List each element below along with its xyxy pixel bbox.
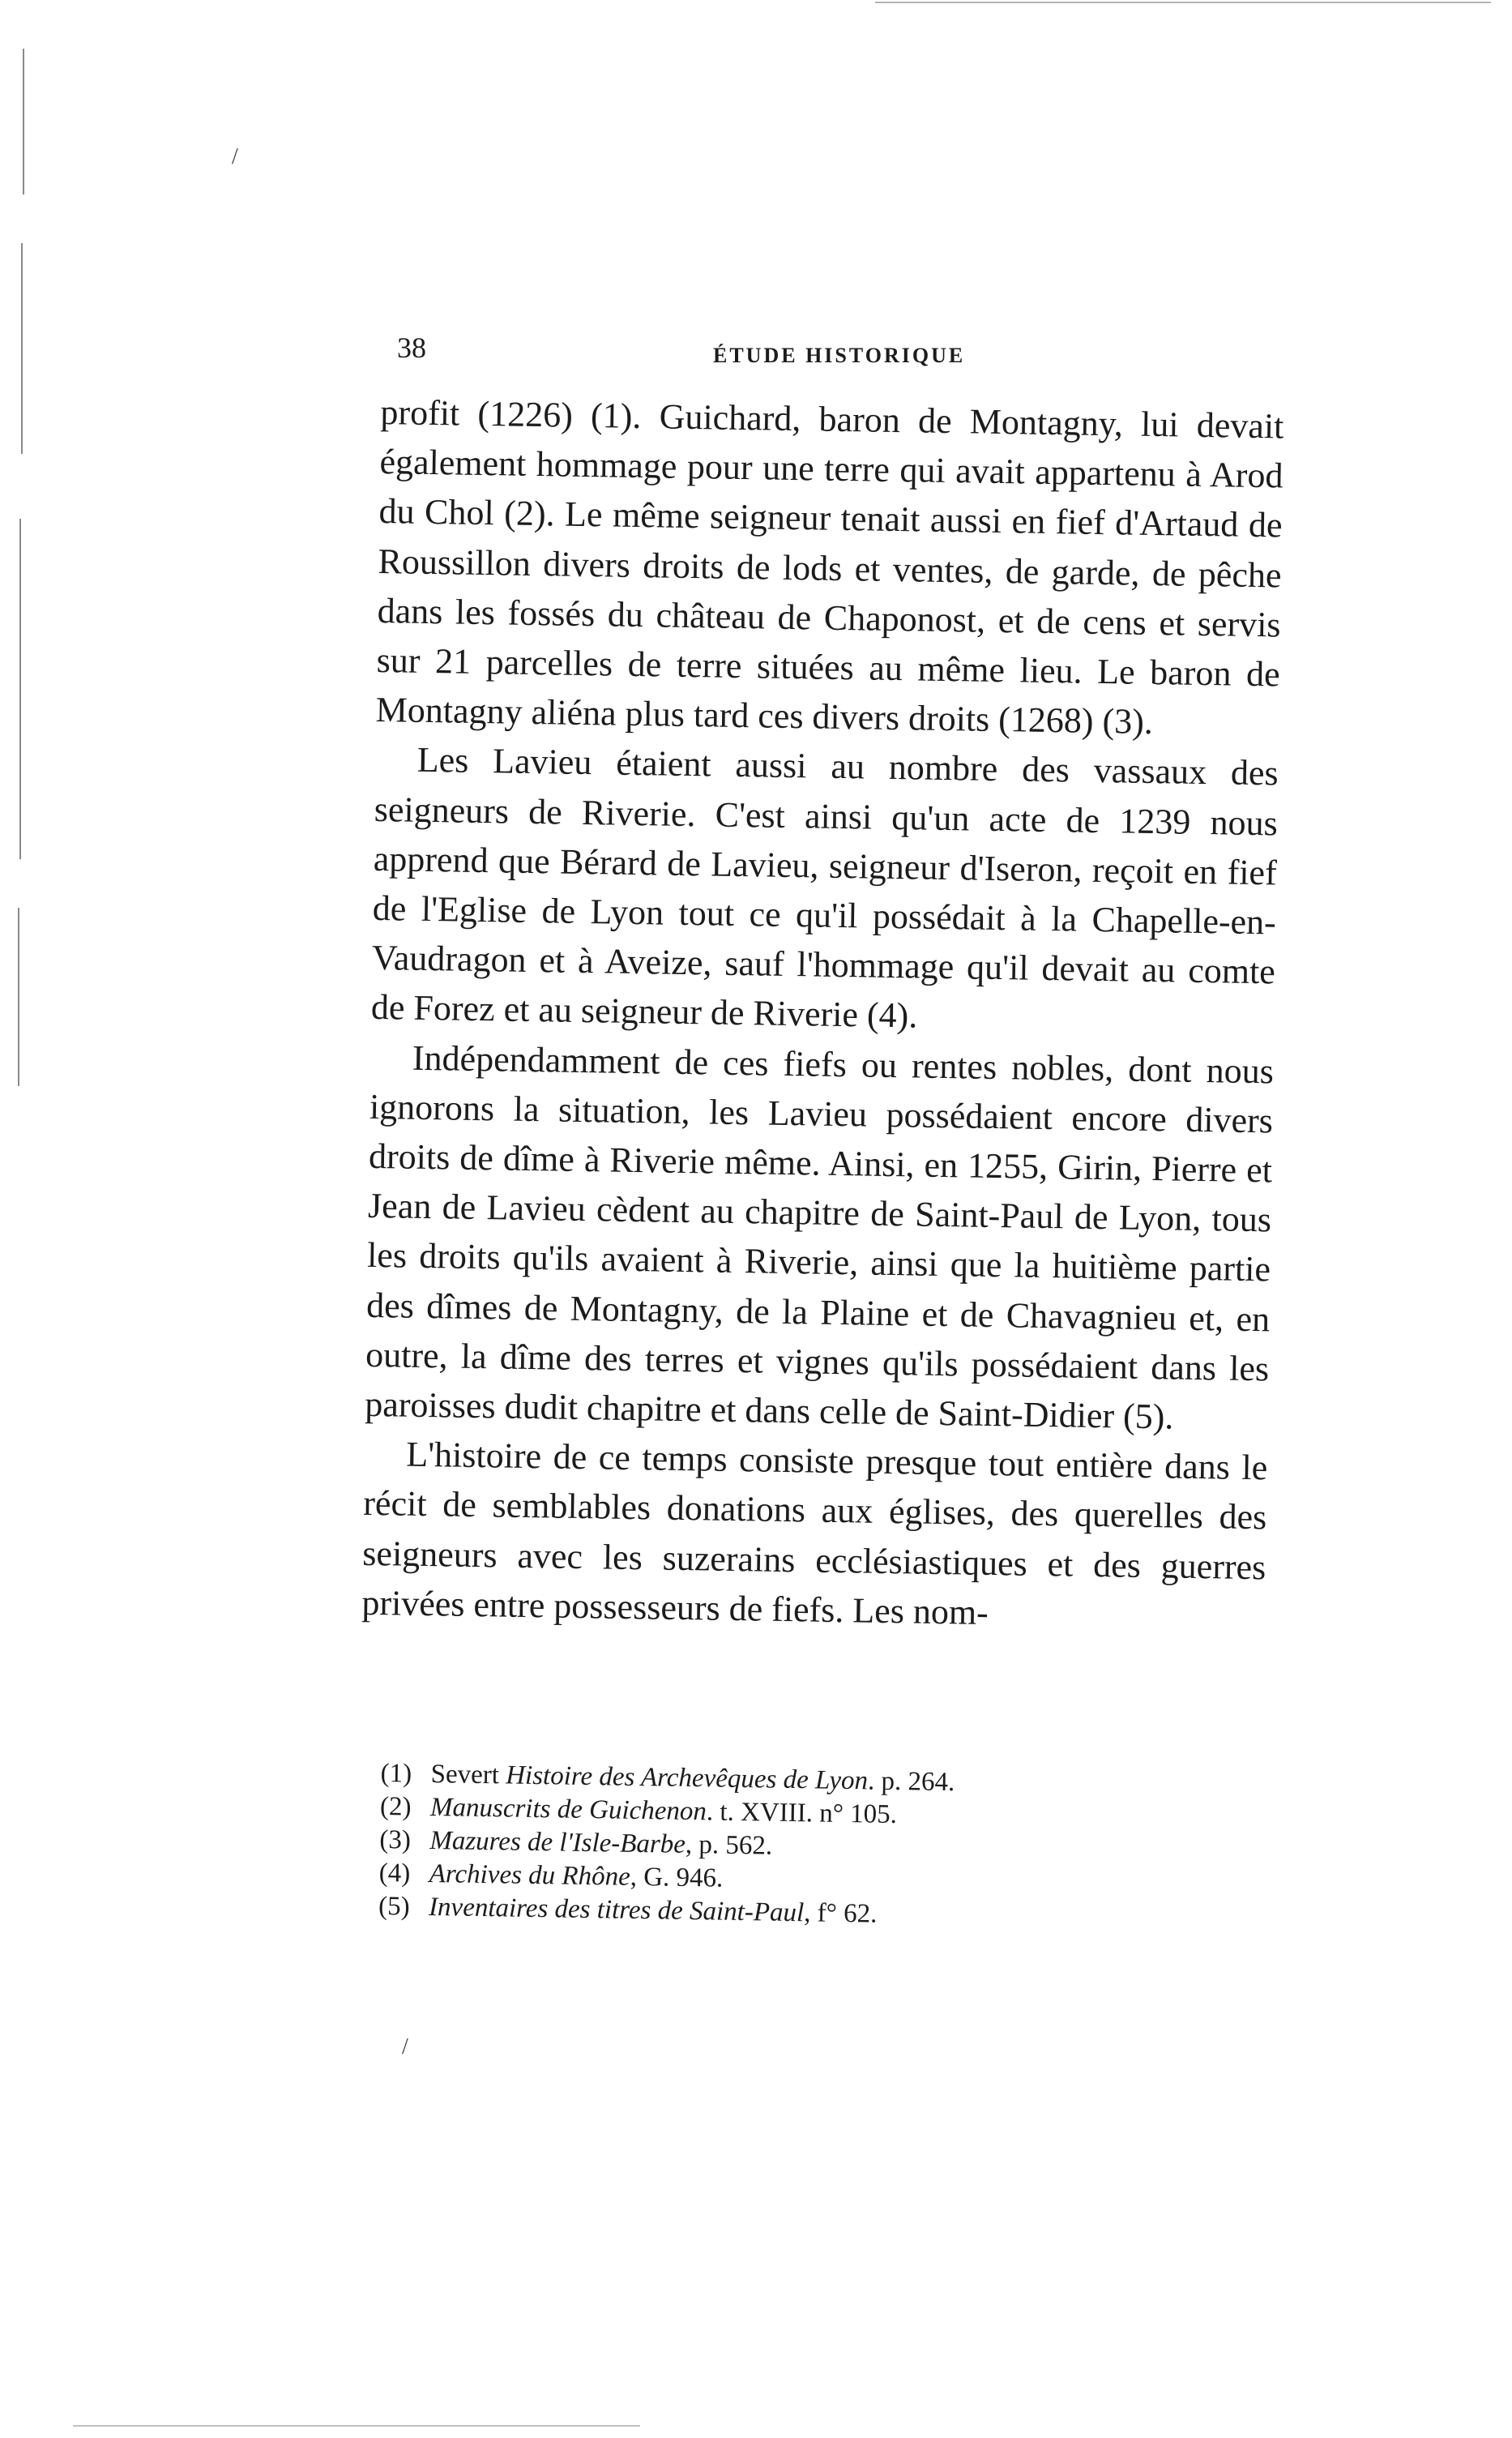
footnote-mark: (4) (378, 1858, 411, 1888)
footnote-title: Manuscrits de Guichenon (429, 1792, 707, 1827)
scan-edge-mark (18, 908, 19, 1086)
stray-ink-mark: / (402, 2034, 408, 2059)
paragraph: L'histoire de ce temps consiste presque tout entière dans le récit de semblables donations aux églises, des querelles des seigneurs avec les suzerains ecclésiastiques et des guerres privées entre possesseurs de fiefs. Les nom- (361, 1434, 1268, 1632)
running-head: ÉTUDE HISTORIQUE (713, 344, 966, 367)
page-header (397, 331, 1296, 379)
footnote-suffix: , p. 562. (685, 1829, 773, 1861)
scan-edge-mark (21, 243, 23, 454)
scan-edge-mark (19, 519, 21, 859)
scan-edge-mark (23, 49, 24, 195)
footnote-prefix: Severt (430, 1759, 506, 1790)
footnote-title: Archives du Rhône (429, 1858, 631, 1892)
page-number: 38 (397, 331, 426, 364)
paragraph: profit (1226) (1). Guichard, baron de Montagny, lui devait également hommage pour une terre qui avait appartenu à Arod du Chol (2). Le même seigneur tenait aussi en fief d'Artaud de Roussillon divers droits de lods et ventes, de garde, de pêche dans les fossés du château de Chaponost, et de cens et servis sur 21 parcelles de terre situées au même lieu. Le baron de Montagny aliéna plus tard ces divers droits (1268) (3). (375, 391, 1284, 742)
footnote-mark: (3) (379, 1824, 412, 1855)
paragraph: Les Lavieu étaient aussi au nombre des vassaux des seigneurs de Riverie. C'est ainsi qu'un acte de 1239 nous apprend que Bérard de Lavieu, seigneur d'Iseron, reçoit en fief de l'Eglise de Lyon tout ce qu'il possédait à la Chapelle-en-Vaudragon et à Aveize, sauf l'hommage qu'il devait au comte de Forez et au seigneur de Riverie (4). (370, 740, 1279, 1036)
footnote-title: Inventaires des titres de Saint-Paul (428, 1892, 805, 1928)
footnote-title: Mazures de l'Isle-Barbe (429, 1825, 686, 1859)
footnotes (378, 1757, 1256, 1937)
scan-edge-mark (875, 2, 1491, 3)
footnote-suffix: , f° 62. (803, 1898, 878, 1929)
footnote-suffix: , G. 946. (630, 1862, 724, 1893)
paragraph: Indépendamment de ces fiefs ou rentes nobles, dont nous ignorons la situation, les Lavieu possédaient encore divers droits de dîme à Riverie même. Ainsi, en 1255, Girin, Pierre et Jean de Lavieu cèdent au chapitre de Saint-Paul de Lyon, tous les droits qu'ils avaient à Riverie, ainsi que la huitième partie des dîmes de Montagny, de la Plaine et de Chavagnieu et, en outre, la dîme des terres et vignes qu'ils possédaient dans les paroisses dudit chapitre et dans celle de Saint-Didier (5). (364, 1037, 1275, 1437)
stray-ink-mark: / (232, 144, 238, 169)
scan-edge-mark (73, 2425, 640, 2427)
footnote-mark: (5) (378, 1891, 410, 1922)
footnote-suffix: . p. 264. (867, 1766, 955, 1798)
footnote-suffix: . t. XVIII. n° 105. (706, 1797, 898, 1830)
footnote-mark: (2) (379, 1791, 412, 1822)
body-text (361, 387, 1284, 1641)
footnote-mark: (1) (380, 1758, 412, 1789)
footnote-title: Histoire des Archevêques de Lyon (505, 1760, 869, 1796)
